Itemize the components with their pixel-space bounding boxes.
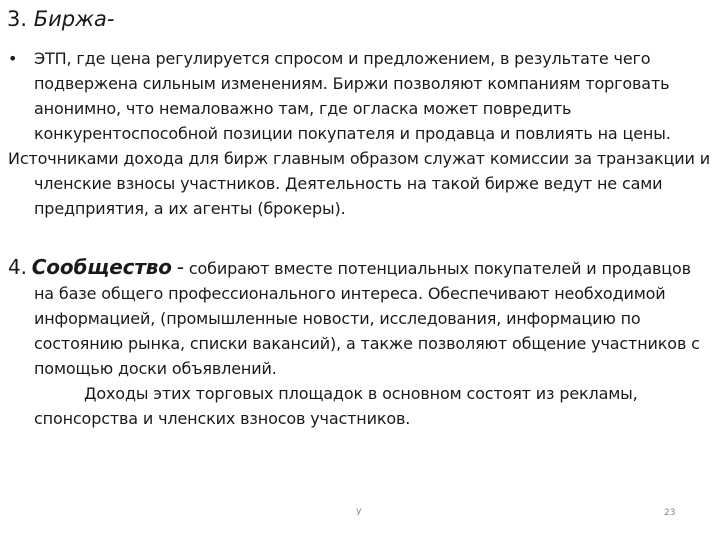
section3-title: Биржа-: [33, 7, 115, 31]
section4-title: Сообщество: [31, 255, 172, 279]
section4-body: [8, 255, 713, 431]
section4-continuation: на базе общего профессионального интереса. Обеспечивают необходимой информацией, (промышленные новости, исследования, информацию по состоянию рынка, списки вакансий), а также позволяют общение участников с помощью доски объявлений.: [34, 284, 700, 378]
section4-heading-line: [8, 255, 713, 281]
section3-number: 3.: [7, 7, 28, 31]
section4-number: 4.: [8, 255, 27, 279]
page-number: 23: [664, 508, 676, 518]
section3-heading: [7, 6, 114, 32]
footer-center-mark: У: [356, 508, 362, 518]
section3-bullet-item: [8, 46, 713, 146]
section3-bullet-text: ЭТП, где цена регулируется спросом и предложением, в результате чего подвержена сильным изменениям. Биржи позволяют компаниям торговать анонимно, что немаловажно там, где огласка может повредить конкурентоспособной позиции покупателя и продавца и повлиять на цены.: [34, 49, 671, 143]
section3-income-paragraph: Источниками дохода для бирж главным образом служат комиссии за транзакции и членские взносы участников. Деятельность на такой бирже ведут не сами предприятия, а их агенты (брокеры).: [8, 149, 710, 218]
section3-body: [8, 46, 713, 221]
section4-dash: -: [176, 255, 184, 279]
bullet-icon: •: [8, 49, 18, 68]
section4-lead-text: собирают вместе потенциальных покупателей и продавцов: [188, 259, 691, 278]
section4-income-paragraph: Доходы этих торговых площадок в основном состоят из рекламы, спонсорства и членских взносов участников.: [34, 384, 638, 428]
